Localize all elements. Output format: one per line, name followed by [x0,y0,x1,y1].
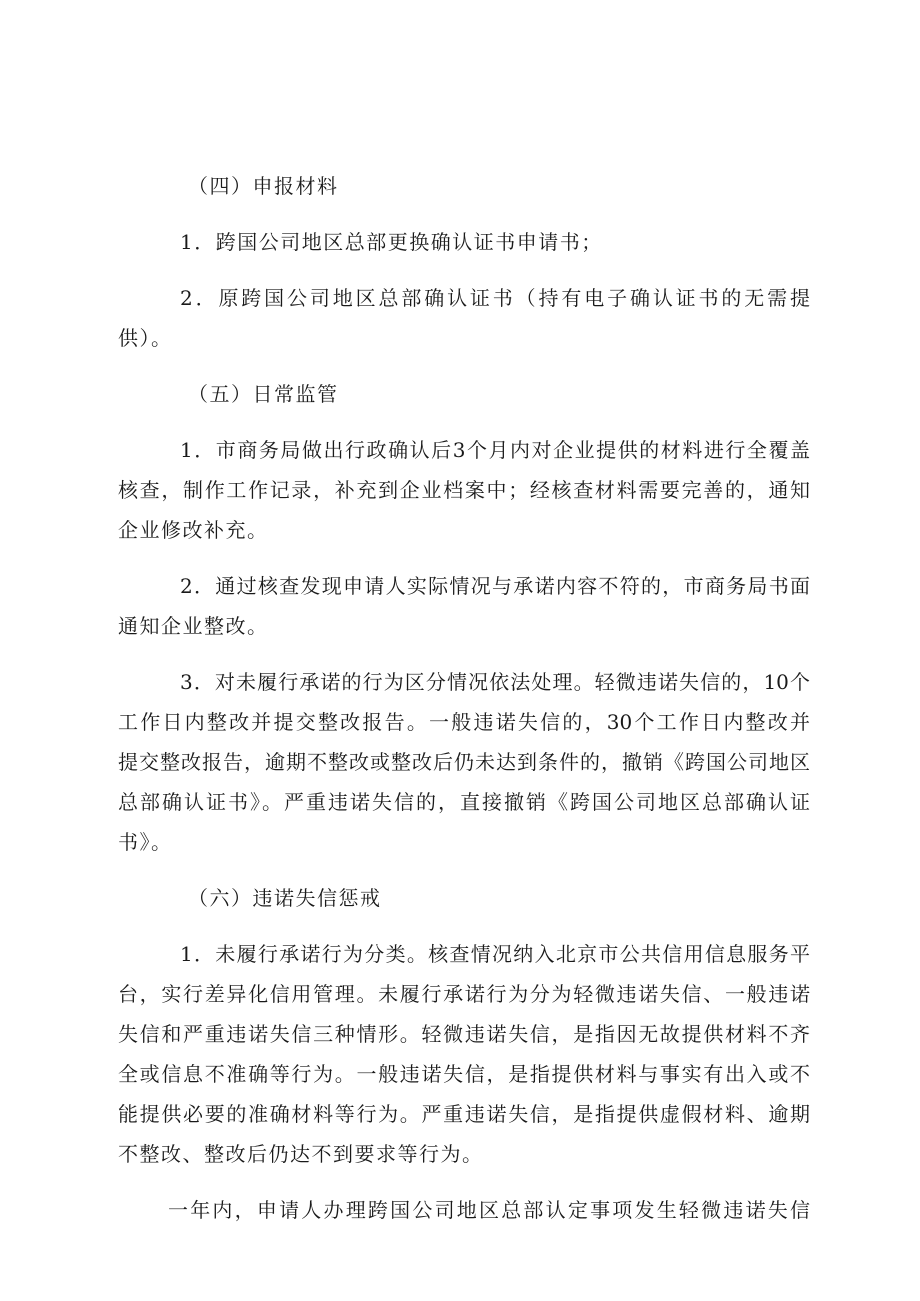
paragraph-line: 工作日内整改并提交整改报告。一般违诺失信的，30个工作日内整改并 [118,710,810,734]
paragraph-line: 通知企业整改。 [118,614,269,638]
paragraph-line: 能提供必要的准确材料等行为。严重违诺失信，是指提供虚假材料、逾期 [118,1102,810,1126]
paragraph-line: 企业修改补充。 [118,518,269,542]
paragraph-line: 供）。 [118,326,173,350]
paragraph-line: 失信和严重违诺失信三种情形。轻微违诺失信，是指因无故提供材料不齐 [118,1022,810,1046]
paragraph-line: 书》。 [118,830,173,854]
document-page [118,166,810,1230]
paragraph-line: 一年内，申请人办理跨国公司地区总部认定事项发生轻微违诺失信 [168,1198,810,1222]
paragraph-line: 不整改、整改后仍达不到要求等行为。 [118,1142,484,1166]
paragraph-line: 台，实行差异化信用管理。未履行承诺行为分为轻微违诺失信、一般违诺 [118,982,810,1006]
section-heading: （六）违诺失信惩戒 [188,886,382,910]
paragraph-line: 1．跨国公司地区总部更换确认证书申请书； [180,230,603,254]
paragraph-line: 2．原跨国公司地区总部确认证书（持有电子确认证书的无需提 [180,286,810,310]
section-heading: （四）申报材料 [188,174,339,198]
section-heading: （五）日常监管 [188,382,339,406]
paragraph-line: 总部确认证书》。严重违诺失信的，直接撤销《跨国公司地区总部确认证 [118,790,810,814]
paragraph-line: 3．对未履行承诺的行为区分情况依法处理。轻微违诺失信的，10个 [180,670,810,694]
paragraph-line: 核查，制作工作记录，补充到企业档案中；经核查材料需要完善的，通知 [118,478,810,502]
paragraph-line: 2．通过核查发现申请人实际情况与承诺内容不符的，市商务局书面 [180,574,810,598]
paragraph-line: 1．市商务局做出行政确认后3个月内对企业提供的材料进行全覆盖 [180,438,810,462]
paragraph-line: 1．未履行承诺行为分类。核查情况纳入北京市公共信用信息服务平 [180,942,810,966]
paragraph-line: 全或信息不准确等行为。一般违诺失信，是指提供材料与事实有出入或不 [118,1062,810,1086]
paragraph-line: 提交整改报告，逾期不整改或整改后仍未达到条件的，撤销《跨国公司地区 [118,750,810,774]
